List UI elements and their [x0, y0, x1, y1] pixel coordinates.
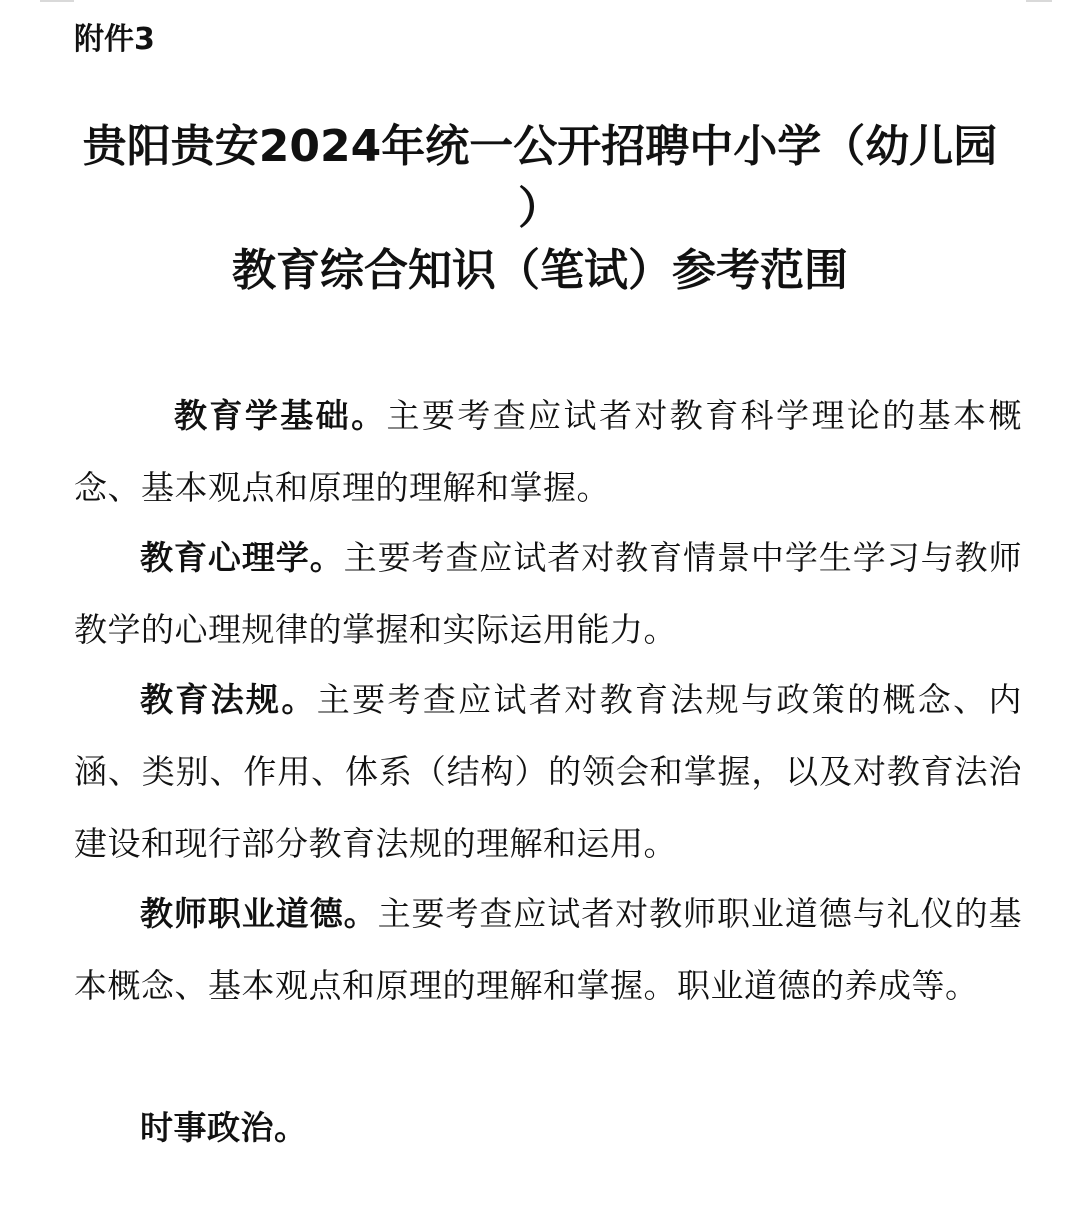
- section-current-affairs: [74, 1092, 1022, 1164]
- section-body: 主要考查应试者对教育科学理论的基本概念、基本观点和原理的理解和掌握。: [74, 396, 1023, 507]
- page-corner-mark-right: [1026, 0, 1052, 2]
- section-heading: 教育学基础。: [174, 396, 387, 435]
- section-education-law: [74, 664, 1022, 880]
- section-teacher-ethics: [74, 878, 1022, 1022]
- section-heading: 教育心理学。: [140, 538, 344, 577]
- section-educational-psychology: [74, 522, 1022, 666]
- title-line-1: 贵阳贵安2024年统一公开招聘中小学（幼儿园: [82, 121, 998, 172]
- title-line-3: 教育综合知识（笔试）参考范围: [232, 245, 848, 296]
- section-body: 主要考查应试者对教育情景中学生学习与教师教学的心理规律的掌握和实际运用能力。: [74, 538, 1023, 649]
- attachment-label: 附件3: [74, 22, 155, 57]
- title-line-2: ）: [518, 183, 562, 234]
- document-title: [40, 116, 1040, 302]
- section-body: 主要考查应试者对教师职业道德与礼仪的基本概念、基本观点和原理的理解和掌握。职业道德的养成等。: [74, 894, 1023, 1005]
- section-body: 主要考查应试者对教育法规与政策的概念、内涵、类别、作用、体系（结构）的领会和掌握，以及对教育法治建设和现行部分教育法规的理解和运用。: [74, 680, 1023, 863]
- section-education-basics: [74, 380, 1022, 524]
- section-heading: 时事政治。: [140, 1108, 308, 1147]
- section-heading: 教育法规。: [140, 680, 317, 719]
- section-heading: 教师职业道德。: [140, 894, 378, 933]
- page-corner-mark-left: [40, 0, 74, 2]
